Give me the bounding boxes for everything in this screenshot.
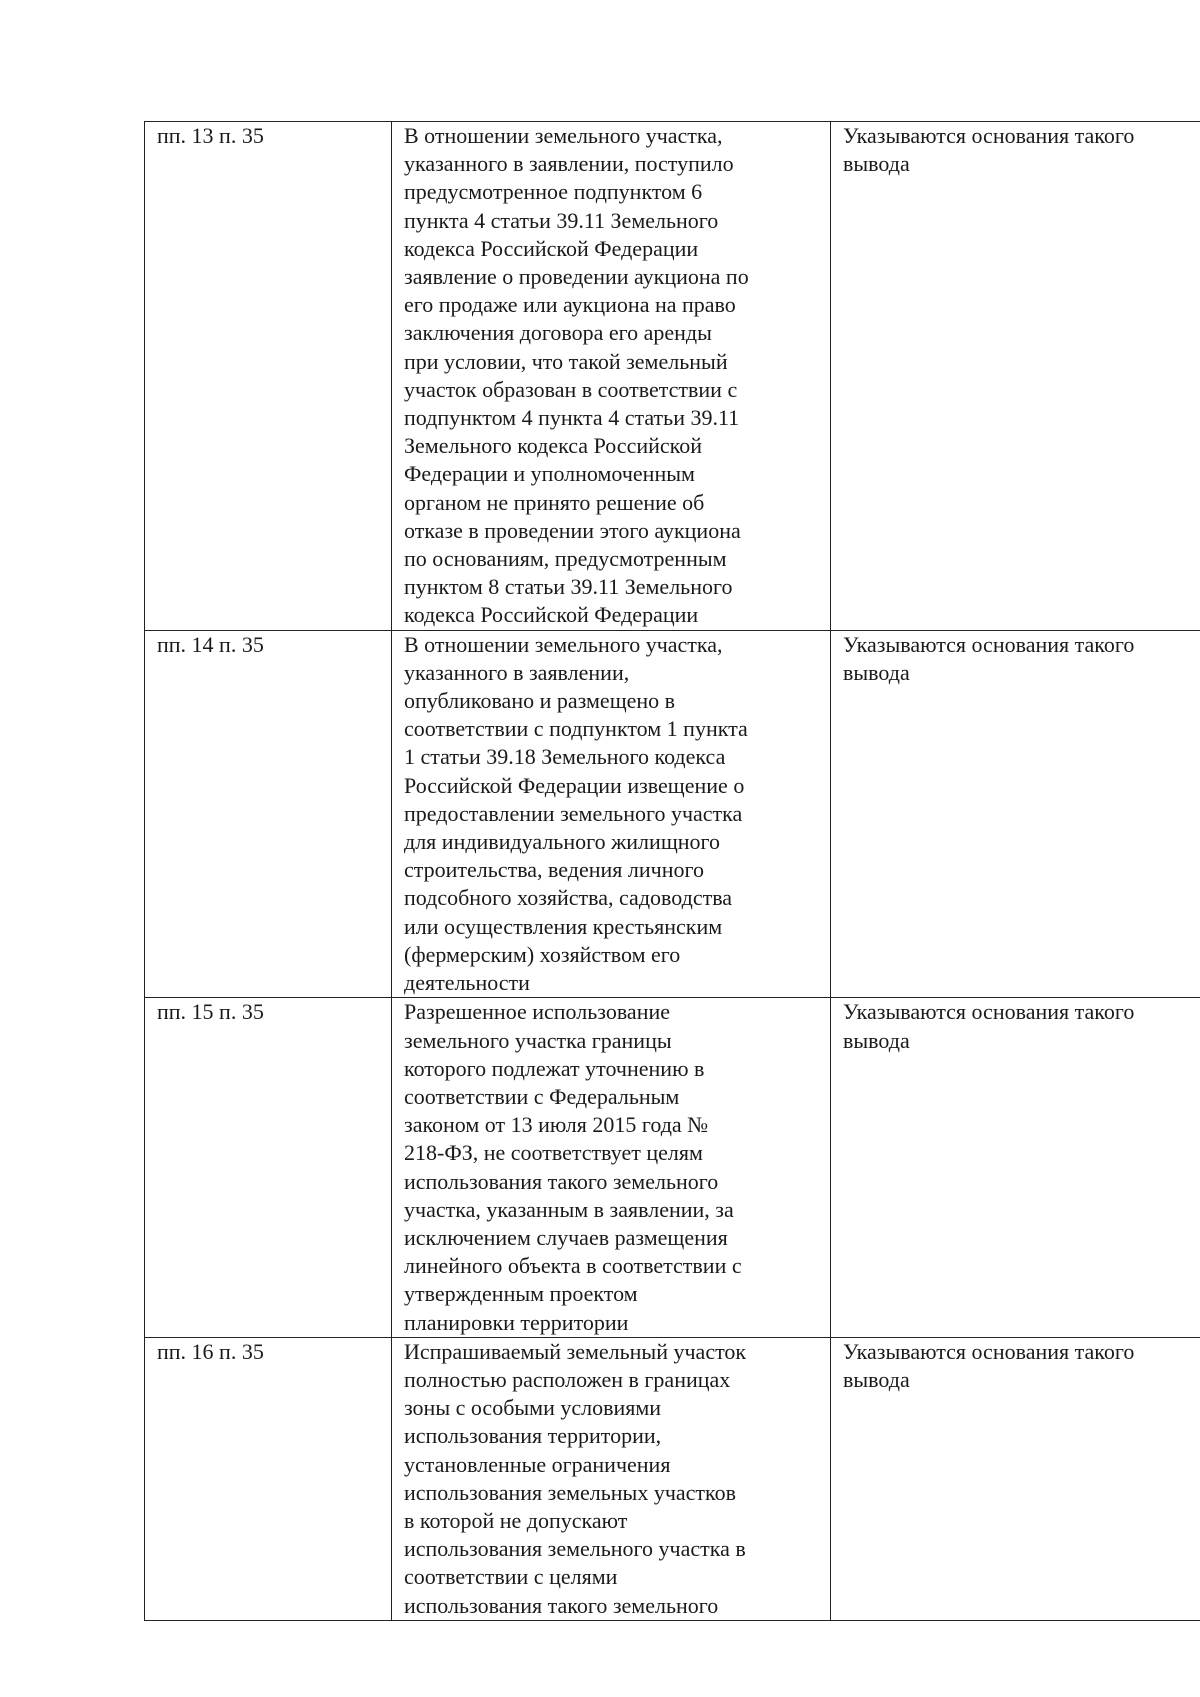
table-row (145, 630, 1200, 998)
ground-note: Указываются основания такого вывода (831, 998, 1200, 1337)
ground-note: Указываются основания такого вывода (831, 630, 1200, 998)
table-row (145, 1337, 1200, 1620)
table-row (145, 122, 1200, 631)
table-row (145, 998, 1200, 1337)
clause-reference: пп. 13 п. 35 (145, 122, 392, 631)
ground-description: В отношении земельного участка, указанного в заявлении, поступило предусмотренное подпунктом 6 пункта 4 статьи 39.11 Земельного кодекса Российской Федерации заявление о проведении аукциона по его продаже или аукциона на право заключения договора его аренды при условии, что такой земельный участок образован в соответствии с подпунктом 4 пункта 4 статьи 39.11 Земельного кодекса Российской Федерации и уполномоченным органом не принято решение об отказе в проведении этого аукциона по основаниям, предусмотренным пунктом 8 статьи 39.11 Земельного кодекса Российской Федерации (392, 122, 831, 631)
ground-description: Испрашиваемый земельный участок полностью расположен в границах зоны с особыми условиями использования территории, установленные ограничения использования земельных участков в которой не допускают использования земельного участка в соответствии с целями использования такого земельного (392, 1337, 831, 1620)
clause-reference: пп. 14 п. 35 (145, 630, 392, 998)
ground-description: В отношении земельного участка, указанного в заявлении, опубликовано и размещено в соответствии с подпунктом 1 пункта 1 статьи 39.18 Земельного кодекса Российской Федерации извещение о предоставлении земельного участка для индивидуального жилищного строительства, ведения личного подсобного хозяйства, садоводства или осуществления крестьянским (фермерским) хозяйством его деятельности (392, 630, 831, 998)
clause-reference: пп. 15 п. 35 (145, 998, 392, 1337)
ground-description: Разрешенное использование земельного участка границы которого подлежат уточнению в соответствии с Федеральным законом от 13 июля 2015 года № 218-ФЗ, не соответствует целям использования такого земельного участка, указанным в заявлении, за исключением случаев размещения линейного объекта в соответствии с утвержденным проектом планировки территории (392, 998, 831, 1337)
grounds-table (144, 121, 1200, 1621)
ground-note: Указываются основания такого вывода (831, 122, 1200, 631)
ground-note: Указываются основания такого вывода (831, 1337, 1200, 1620)
clause-reference: пп. 16 п. 35 (145, 1337, 392, 1620)
